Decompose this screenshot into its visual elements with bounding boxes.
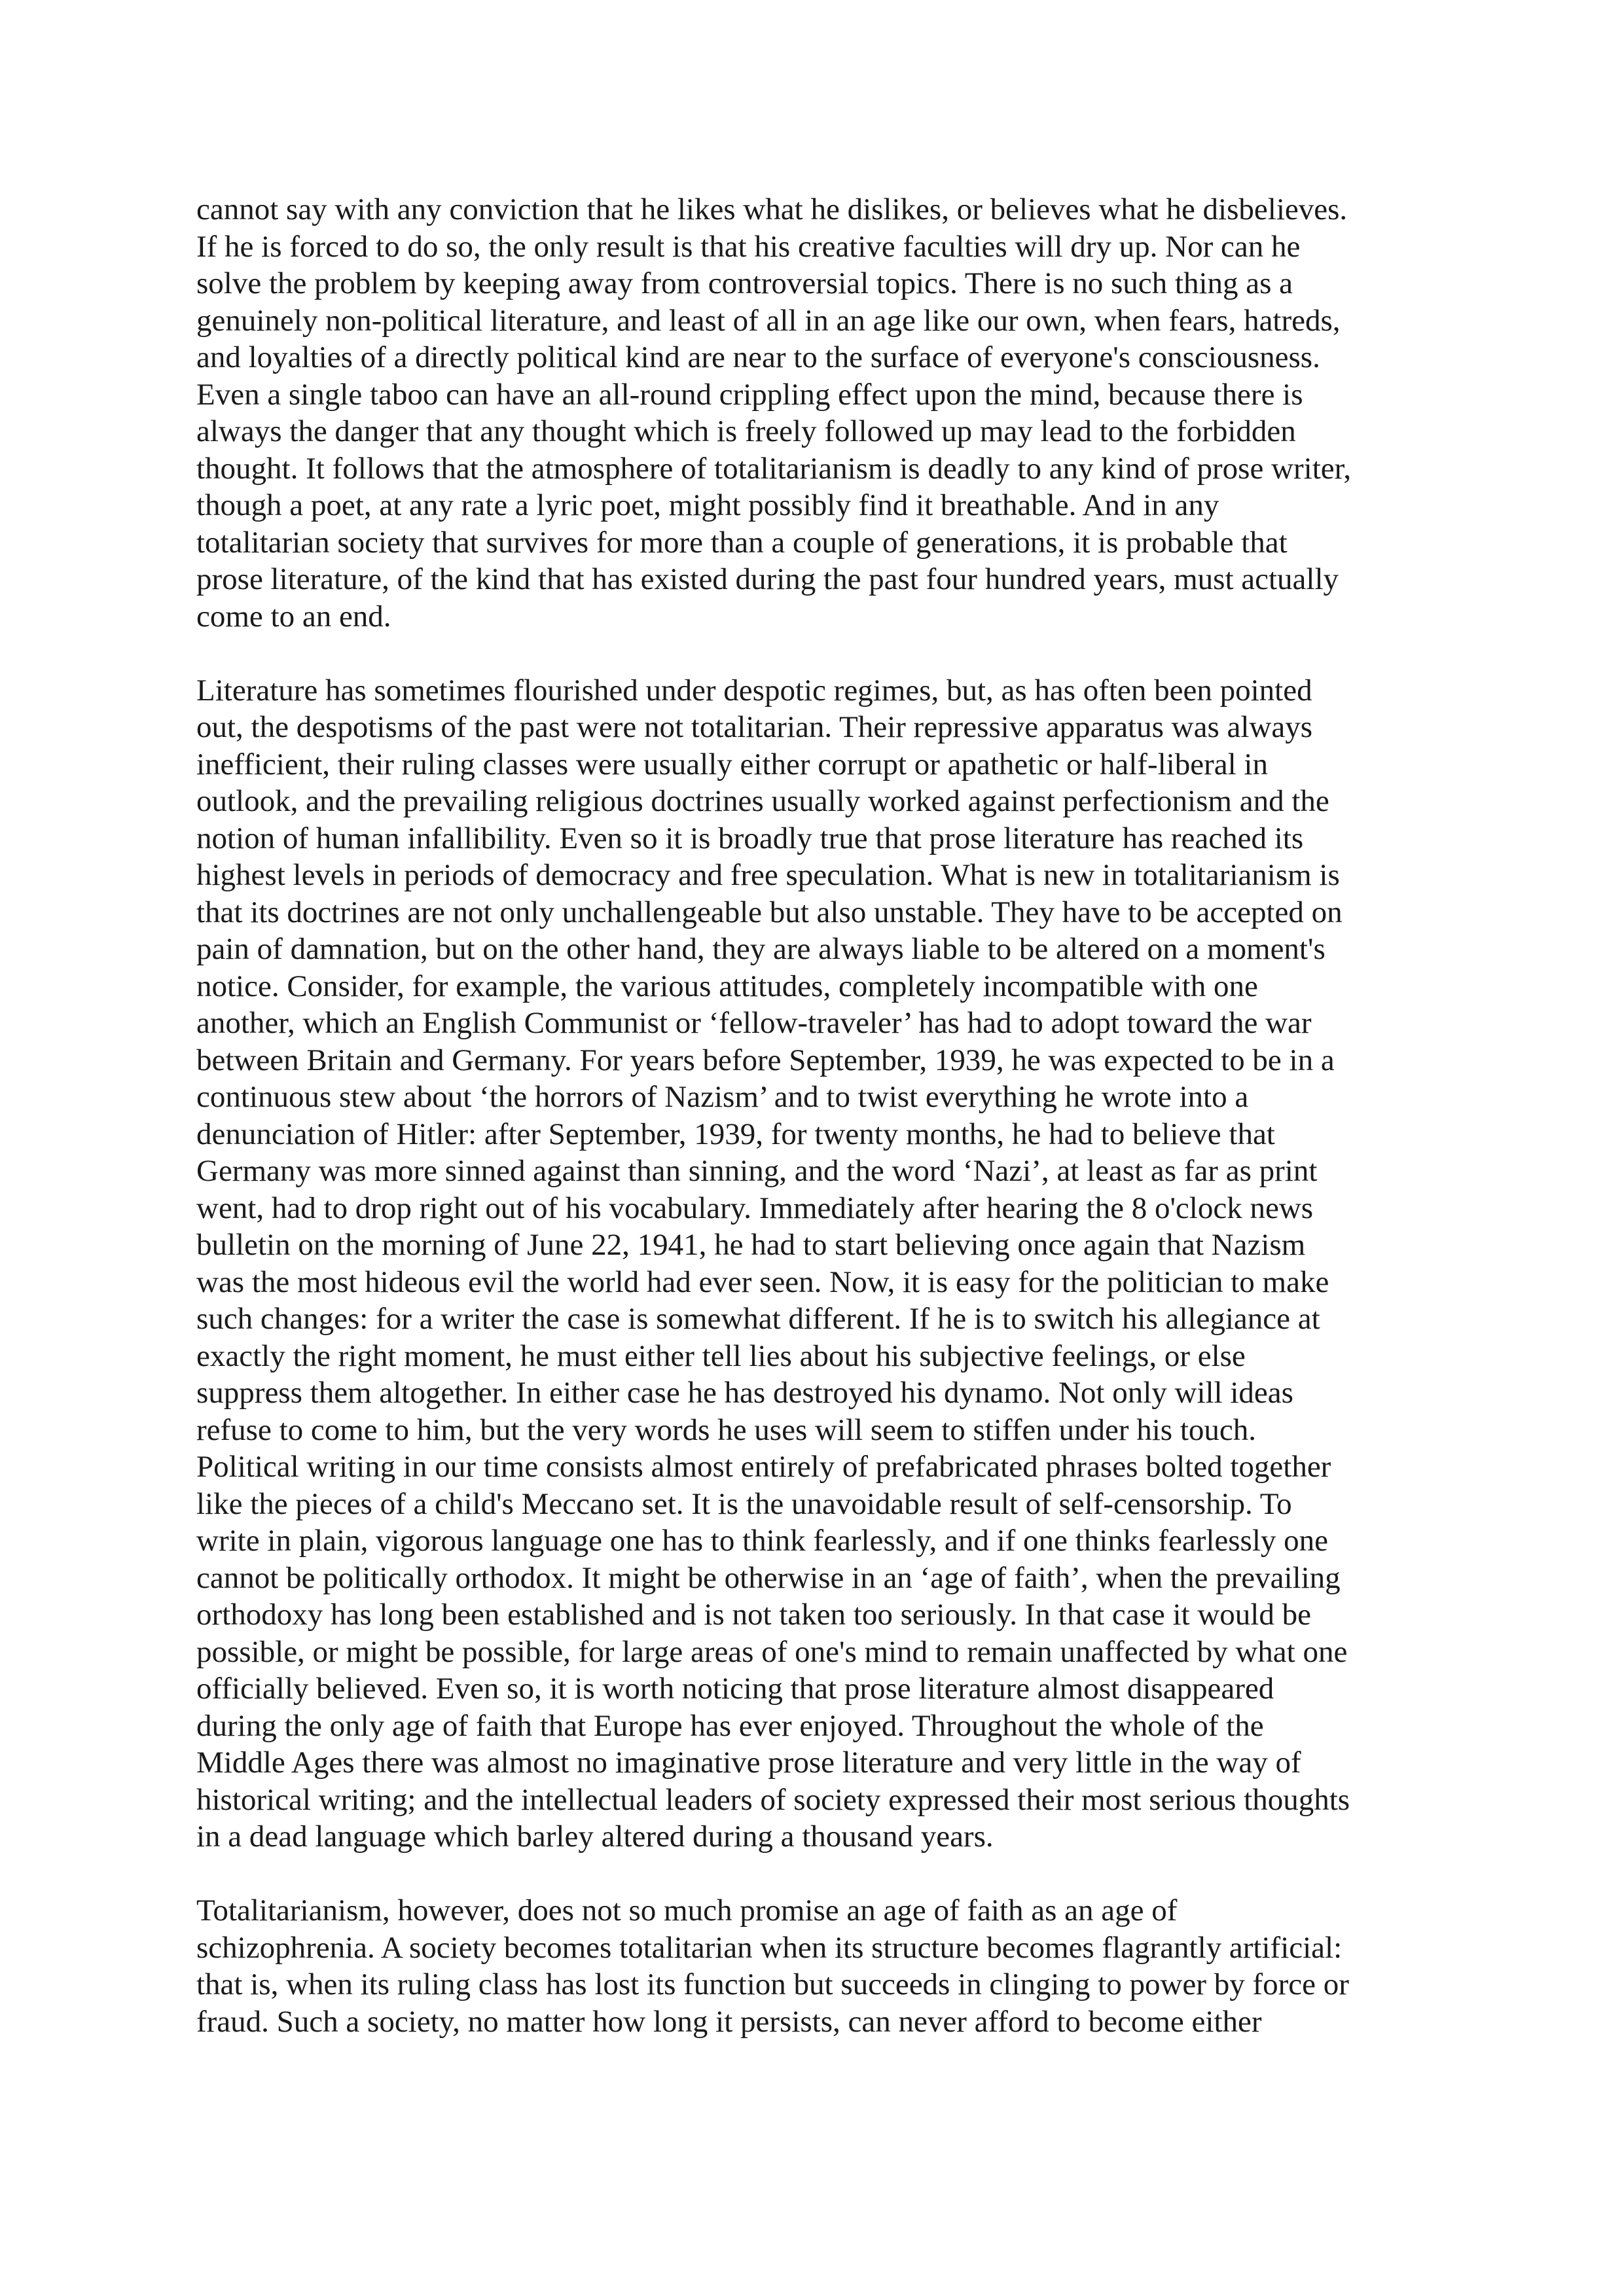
body-text <box>196 191 1440 2040</box>
text-line: cannot say with any conviction that he likes what he dislikes, or believes what he disbelieves. <box>196 192 1348 226</box>
text-line: such changes: for a writer the case is somewhat different. If he is to switch his allegiance at <box>196 1302 1320 1336</box>
text-line: always the danger that any thought which is freely followed up may lead to the forbidden <box>196 414 1296 448</box>
text-line: thought. It follows that the atmosphere of totalitarianism is deadly to any kind of prose writer, <box>196 451 1352 486</box>
text-line: Literature has sometimes flourished under despotic regimes, but, as has often been pointed <box>196 673 1312 708</box>
text-line: during the only age of faith that Europe has ever enjoyed. Throughout the whole of the <box>196 1708 1264 1743</box>
text-line: If he is forced to do so, the only result is that his creative faculties will dry up. Nor can he <box>196 229 1301 264</box>
text-line: another, which an English Communist or ‘fellow-traveler’ has had to adopt toward the war <box>196 1006 1312 1040</box>
text-line: fraud. Such a society, no matter how long it persists, can never afford to become either <box>196 2004 1262 2039</box>
text-line: exactly the right moment, he must either tell lies about his subjective feelings, or else <box>196 1338 1246 1373</box>
text-line: went, had to drop right out of his vocabulary. Immediately after hearing the 8 o'clock news <box>196 1191 1314 1225</box>
text-line: schizophrenia. A society becomes totalitarian when its structure becomes flagrantly artificial: <box>196 1930 1343 1965</box>
text-line: outlook, and the prevailing religious doctrines usually worked against perfectionism and the <box>196 784 1329 818</box>
text-line: Germany was more sinned against than sinning, and the word ‘Nazi’, at least as far as print <box>196 1154 1318 1188</box>
text-line: was the most hideous evil the world had ever seen. Now, it is easy for the politician to make <box>196 1265 1329 1299</box>
text-line: totalitarian society that survives for more than a couple of generations, it is probable that <box>196 525 1288 560</box>
text-line: prose literature, of the kind that has existed during the past four hundred years, must actually <box>196 562 1339 596</box>
text-line: pain of damnation, but on the other hand, they are always liable to be altered on a moment's <box>196 932 1326 966</box>
text-line: notice. Consider, for example, the various attitudes, completely incompatible with one <box>196 969 1258 1003</box>
text-line: and loyalties of a directly political kind are near to the surface of everyone's consciousness. <box>196 340 1320 374</box>
text-line: denunciation of Hitler: after September, 1939, for twenty months, he had to believe that <box>196 1117 1275 1151</box>
text-line: cannot be politically orthodox. It might be otherwise in an ‘age of faith’, when the prevailing <box>196 1560 1341 1595</box>
text-line: bulletin on the morning of June 22, 1941, he had to start believing once again that Nazism <box>196 1228 1306 1262</box>
text-line: come to an end. <box>196 599 391 634</box>
paragraph-gap <box>196 1856 1440 1893</box>
text-line: suppress them altogether. In either case he has destroyed his dynamo. Not only will ideas <box>196 1376 1293 1410</box>
text-line: Middle Ages there was almost no imaginative prose literature and very little in the way of <box>196 1746 1301 1780</box>
text-line: like the pieces of a child's Meccano set. It is the unavoidable result of self-censorship. To <box>196 1486 1292 1521</box>
text-line: in a dead language which barley altered during a thousand years. <box>196 1820 994 1854</box>
text-line: though a poet, at any rate a lyric poet, might possibly find it breathable. And in any <box>196 488 1219 522</box>
text-line: between Britain and Germany. For years before September, 1939, he was expected to be in a <box>196 1043 1335 1077</box>
text-line: out, the despotisms of the past were not totalitarian. Their repressive apparatus was always <box>196 710 1313 744</box>
text-line: notion of human infallibility. Even so it is broadly true that prose literature has reached its <box>196 821 1304 855</box>
text-line: possible, or might be possible, for large areas of one's mind to remain unaffected by what one <box>196 1634 1348 1669</box>
text-line: refuse to come to him, but the very words he uses will seem to stiffen under his touch. <box>196 1412 1256 1447</box>
paragraph <box>196 672 1440 1856</box>
paragraph <box>196 191 1440 635</box>
text-line: highest levels in periods of democracy and free speculation. What is new in totalitarianism is <box>196 858 1340 892</box>
text-line: continuous stew about ‘the horrors of Nazism’ and to twist everything he wrote into a <box>196 1080 1249 1114</box>
text-line: that is, when its ruling class has lost its function but succeeds in clinging to power by force or <box>196 1967 1349 2001</box>
text-line: that its doctrines are not only unchallengeable but also unstable. They have to be accepted on <box>196 895 1343 929</box>
text-line: genuinely non-political literature, and least of all in an age like our own, when fears, hatreds, <box>196 303 1341 338</box>
text-line: write in plain, vigorous language one has to think fearlessly, and if one thinks fearlessly one <box>196 1524 1328 1558</box>
text-line: Even a single taboo can have an all-round crippling effect upon the mind, because there is <box>196 377 1303 412</box>
text-line: historical writing; and the intellectual leaders of society expressed their most serious thoughts <box>196 1782 1350 1817</box>
text-line: inefficient, their ruling classes were usually either corrupt or apathetic or half-liberal in <box>196 747 1268 781</box>
text-line: solve the problem by keeping away from controversial topics. There is no such thing as a <box>196 266 1293 300</box>
text-line: Political writing in our time consists almost entirely of prefabricated phrases bolted together <box>196 1450 1331 1484</box>
text-line: Totalitarianism, however, does not so much promise an age of faith as an age of <box>196 1893 1178 1928</box>
paragraph-gap <box>196 635 1440 672</box>
text-line: orthodoxy has long been established and is not taken too seriously. In that case it would be <box>196 1598 1311 1632</box>
text-line: officially believed. Even so, it is worth noticing that prose literature almost disappeared <box>196 1672 1274 1706</box>
paragraph <box>196 1892 1440 2040</box>
